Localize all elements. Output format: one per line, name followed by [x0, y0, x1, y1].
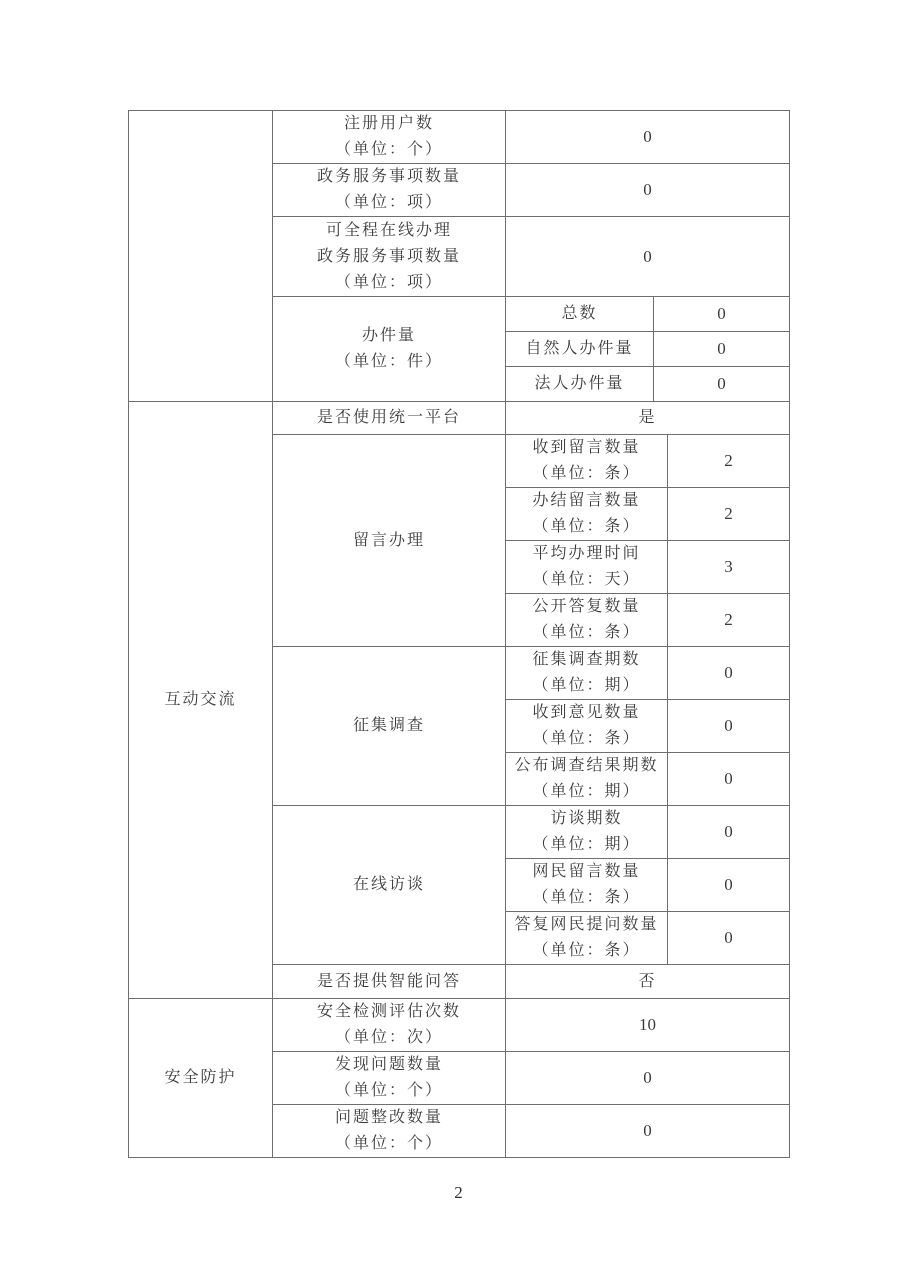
category-cell-security: 安全防护	[129, 999, 273, 1158]
cell-msg-completed-label	[506, 488, 668, 541]
cell-transactions-total-label: 总数	[506, 297, 654, 332]
cell-interview-messages-value: 0	[668, 859, 790, 912]
unit-text: （单位：天）	[532, 571, 641, 588]
unit-text: （单位：个）	[334, 1135, 443, 1152]
label-text: 政务服务事项数量	[316, 247, 461, 265]
cell-assessments-label	[273, 999, 506, 1052]
cell-msg-replies-value: 2	[668, 594, 790, 647]
cell-service-items-value: 0	[506, 164, 790, 217]
unit-text: （单位：项）	[334, 194, 443, 211]
label-text: 安全检测评估次数	[316, 1003, 461, 1020]
cell-smart-qa-label: 是否提供智能问答	[273, 965, 506, 999]
group-survey-label: 征集调查	[273, 647, 506, 806]
unit-text: （单位：条）	[532, 465, 641, 482]
cell-interview-replies-label	[506, 912, 668, 965]
cell-problems-fixed-label	[273, 1105, 506, 1158]
cell-transactions-natural-label: 自然人办件量	[506, 332, 654, 367]
page-number: 2	[454, 1183, 463, 1202]
label-text: 答复网民提问数量	[514, 916, 659, 933]
group-transactions-label	[273, 297, 506, 402]
cell-interview-replies-value: 0	[668, 912, 790, 965]
cell-survey-periods-value: 0	[668, 647, 790, 700]
unit-text: （单位：条）	[532, 730, 641, 747]
group-interview-label: 在线访谈	[273, 806, 506, 965]
unit-text: （单位：期）	[532, 677, 641, 694]
unit-text: （单位：次）	[334, 1029, 443, 1046]
cell-survey-opinions-value: 0	[668, 700, 790, 753]
label-text: 可全程在线办理	[325, 221, 452, 239]
unit-text: （单位：条）	[532, 624, 641, 641]
unit-text: （单位：期）	[532, 783, 641, 800]
unit-text: （单位：期）	[532, 836, 641, 853]
cell-survey-results-label	[506, 753, 668, 806]
cell-interview-periods-value: 0	[668, 806, 790, 859]
cell-unified-platform-label: 是否使用统一平台	[273, 402, 506, 435]
category-cell-blank	[129, 111, 273, 402]
label-text: 办结留言数量	[532, 492, 641, 509]
cell-transactions-natural-value: 0	[654, 332, 790, 367]
cell-unified-platform-value: 是	[506, 402, 790, 435]
cell-msg-avgtime-label	[506, 541, 668, 594]
label-text: 办件量	[361, 327, 416, 344]
label-text: 公开答复数量	[532, 598, 641, 615]
unit-text: （单位：个）	[334, 141, 443, 158]
cell-smart-qa-value: 否	[506, 965, 790, 999]
label-text: 访谈期数	[550, 810, 623, 827]
label-text: 发现问题数量	[334, 1056, 443, 1073]
label-text: 网民留言数量	[532, 863, 641, 880]
category-cell-interaction: 互动交流	[129, 402, 273, 999]
label-text: 收到留言数量	[532, 439, 641, 456]
cell-online-items-value: 0	[506, 217, 790, 297]
cell-transactions-legal-label: 法人办件量	[506, 367, 654, 402]
cell-registered-users-value: 0	[506, 111, 790, 164]
label-text: 公布调查结果期数	[514, 757, 659, 774]
label-text: 征集调查期数	[532, 651, 641, 668]
unit-text: （单位：件）	[334, 353, 443, 370]
cell-msg-received-label	[506, 435, 668, 488]
cell-transactions-total-value: 0	[654, 297, 790, 332]
cell-problems-found-label	[273, 1052, 506, 1105]
unit-text: （单位：个）	[334, 1082, 443, 1099]
unit-text: （单位：项）	[334, 273, 443, 291]
unit-text: （单位：条）	[532, 889, 641, 906]
cell-online-items-label	[273, 217, 506, 297]
cell-interview-messages-label	[506, 859, 668, 912]
label-text: 平均办理时间	[532, 545, 641, 562]
cell-survey-opinions-label	[506, 700, 668, 753]
cell-survey-results-value: 0	[668, 753, 790, 806]
cell-service-items-label	[273, 164, 506, 217]
label-text: 收到意见数量	[532, 704, 641, 721]
cell-interview-periods-label	[506, 806, 668, 859]
cell-msg-completed-value: 2	[668, 488, 790, 541]
group-message-handling-label: 留言办理	[273, 435, 506, 647]
cell-msg-avgtime-value: 3	[668, 541, 790, 594]
cell-survey-periods-label	[506, 647, 668, 700]
label-text: 问题整改数量	[334, 1109, 443, 1126]
cell-registered-users-label	[273, 111, 506, 164]
cell-msg-received-value: 2	[668, 435, 790, 488]
cell-transactions-legal-value: 0	[654, 367, 790, 402]
unit-text: （单位：条）	[532, 518, 641, 535]
annual-report-table	[128, 110, 790, 1158]
cell-assessments-value: 10	[506, 999, 790, 1052]
label-text: 政务服务事项数量	[316, 168, 461, 185]
label-text: 注册用户数	[343, 115, 434, 132]
cell-problems-fixed-value: 0	[506, 1105, 790, 1158]
unit-text: （单位：条）	[532, 942, 641, 959]
cell-problems-found-value: 0	[506, 1052, 790, 1105]
cell-msg-replies-label	[506, 594, 668, 647]
